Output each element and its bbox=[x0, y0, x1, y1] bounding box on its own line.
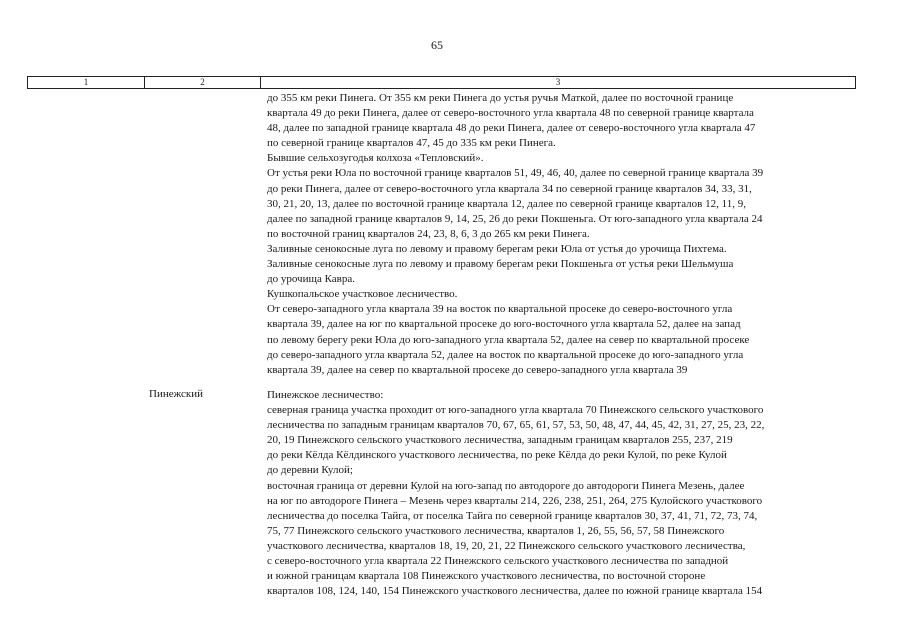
text-block-2 bbox=[267, 388, 764, 599]
text-line: до северо-западного угла квартала 52, далее на восток по квартальной просеке до юго-западного угла bbox=[267, 348, 744, 361]
text-line: и южной границам квартала 108 Пинежского участкового лесничества, по восточной стороне bbox=[267, 570, 706, 583]
text-line: с северо-восточного угла квартала 22 Пинежского сельского участкового лесничества по западной bbox=[267, 555, 729, 568]
table-header-row bbox=[27, 76, 856, 89]
text-line: 48, далее по западной границе квартала 48 до реки Пинега, далее от северо-восточного угла квартала 47 bbox=[267, 122, 756, 135]
text-line: От северо-западного угла квартала 39 на восток по квартальной просеке до северо-восточного угла bbox=[267, 303, 733, 316]
text-line: северная граница участка проходит от юго-западного угла квартала 70 Пинежского сельского участкового bbox=[267, 404, 764, 417]
row-label-pinezhsky: Пинежский bbox=[149, 388, 204, 400]
text-line: лесничества по западным границам кварталов 70, 67, 65, 61, 57, 53, 50, 48, 47, 44, 45, 42, 31, 27, 25, 23, 22, bbox=[267, 419, 765, 432]
text-line: Бывшие сельхозугодья колхоза «Тепловский». bbox=[267, 152, 484, 165]
text-line: кварталов 108, 124, 140, 154 Пинежского участкового лесничества, далее по южной границе квартала 154 bbox=[267, 585, 763, 598]
text-line: Пинежское лесничество: bbox=[267, 389, 384, 401]
text-line: до урочища Кавра. bbox=[267, 273, 355, 286]
text-line: по левому берегу реки Юла до юго-западного угла квартала 52, далее на север по квартальной просеке bbox=[267, 333, 750, 346]
text-line: квартала 39, далее на север по квартальной просеке до северо-западного угла квартала 39 bbox=[267, 363, 688, 376]
text-line: участкового лесничества, кварталов 18, 19, 20, 21, 22 Пинежского сельского участкового лесничества, bbox=[267, 539, 746, 552]
text-line: лесничества до поселка Тайга, от поселка Тайга по северной границе кварталов 30, 37, 41, 71, 72, 73, 74, bbox=[267, 509, 758, 522]
text-line: восточная граница от деревни Кулой на юго-запад по автодороге до автодороги Пинега Мезень, далее bbox=[267, 479, 745, 492]
text-line: От устья реки Юла по восточной границе кварталов 51, 49, 46, 40, далее по северной границе квартала 39 bbox=[267, 167, 764, 180]
page-number: 65 bbox=[431, 38, 443, 52]
text-line: по северной границе кварталов 47, 45 до 335 км реки Пинега. bbox=[267, 137, 556, 150]
text-line: до реки Пинега, далее от северо-восточного угла квартала 34 по северной границе кварталов 34, 33, 31, bbox=[267, 182, 752, 195]
text-line: по восточной границ кварталов 24, 23, 8, 6, 3 до 265 км реки Пинега. bbox=[267, 227, 590, 240]
text-line: 75, 77 Пинежского сельского участкового лесничества, кварталов 1, 26, 55, 56, 57, 58 Пинежского bbox=[267, 524, 725, 537]
header-col-3: 3 bbox=[555, 77, 561, 87]
text-line: на юг по автодороге Пинега – Мезень через кварталы 214, 226, 238, 251, 264, 275 Кулойского участкового bbox=[267, 494, 763, 507]
header-col-1: 1 bbox=[28, 77, 145, 88]
text-line: Заливные сенокосные луга по левому и правому берегам реки Покшеньга от устья реки Шельмуша bbox=[267, 258, 734, 271]
text-line: квартала 49 до реки Пинега, далее от северо-восточного угла квартала 48 по северной границе квартала bbox=[267, 107, 754, 120]
text-line: Кушкопальское участковое лесничество. bbox=[267, 288, 458, 301]
text-line: до деревни Кулой; bbox=[267, 464, 353, 477]
text-line: квартала 39, далее на юг по квартальной просеке до юго-восточного угла квартала 52, далее на запад bbox=[267, 318, 741, 331]
text-line: до 355 км реки Пинега. От 355 км реки Пинега до устья ручья Маткой, далее по восточной границе bbox=[267, 92, 734, 104]
text-line: 30, 21, 20, 13, далее по восточной границе квартала 12, далее по северной границе кварталов 12, 11, 9, bbox=[267, 197, 746, 210]
text-block-1 bbox=[267, 91, 763, 378]
text-line: до реки Кёлда Кёлдинского участкового лесничества, по реке Кёлда до реки Кулой, по реке Кулой bbox=[267, 449, 727, 462]
text-line: 20, 19 Пинежского сельского участкового лесничества, западным границам кварталов 255, 237, 219 bbox=[267, 434, 733, 447]
text-line: далее по западной границе кварталов 9, 14, 25, 26 до реки Покшеньга. От юго-западного угла квартала 24 bbox=[267, 212, 763, 225]
header-col-2: 2 bbox=[145, 77, 261, 88]
text-line: Заливные сенокосные луга по левому и правому берегам реки Юла от устья до урочища Пихтема. bbox=[267, 242, 727, 255]
